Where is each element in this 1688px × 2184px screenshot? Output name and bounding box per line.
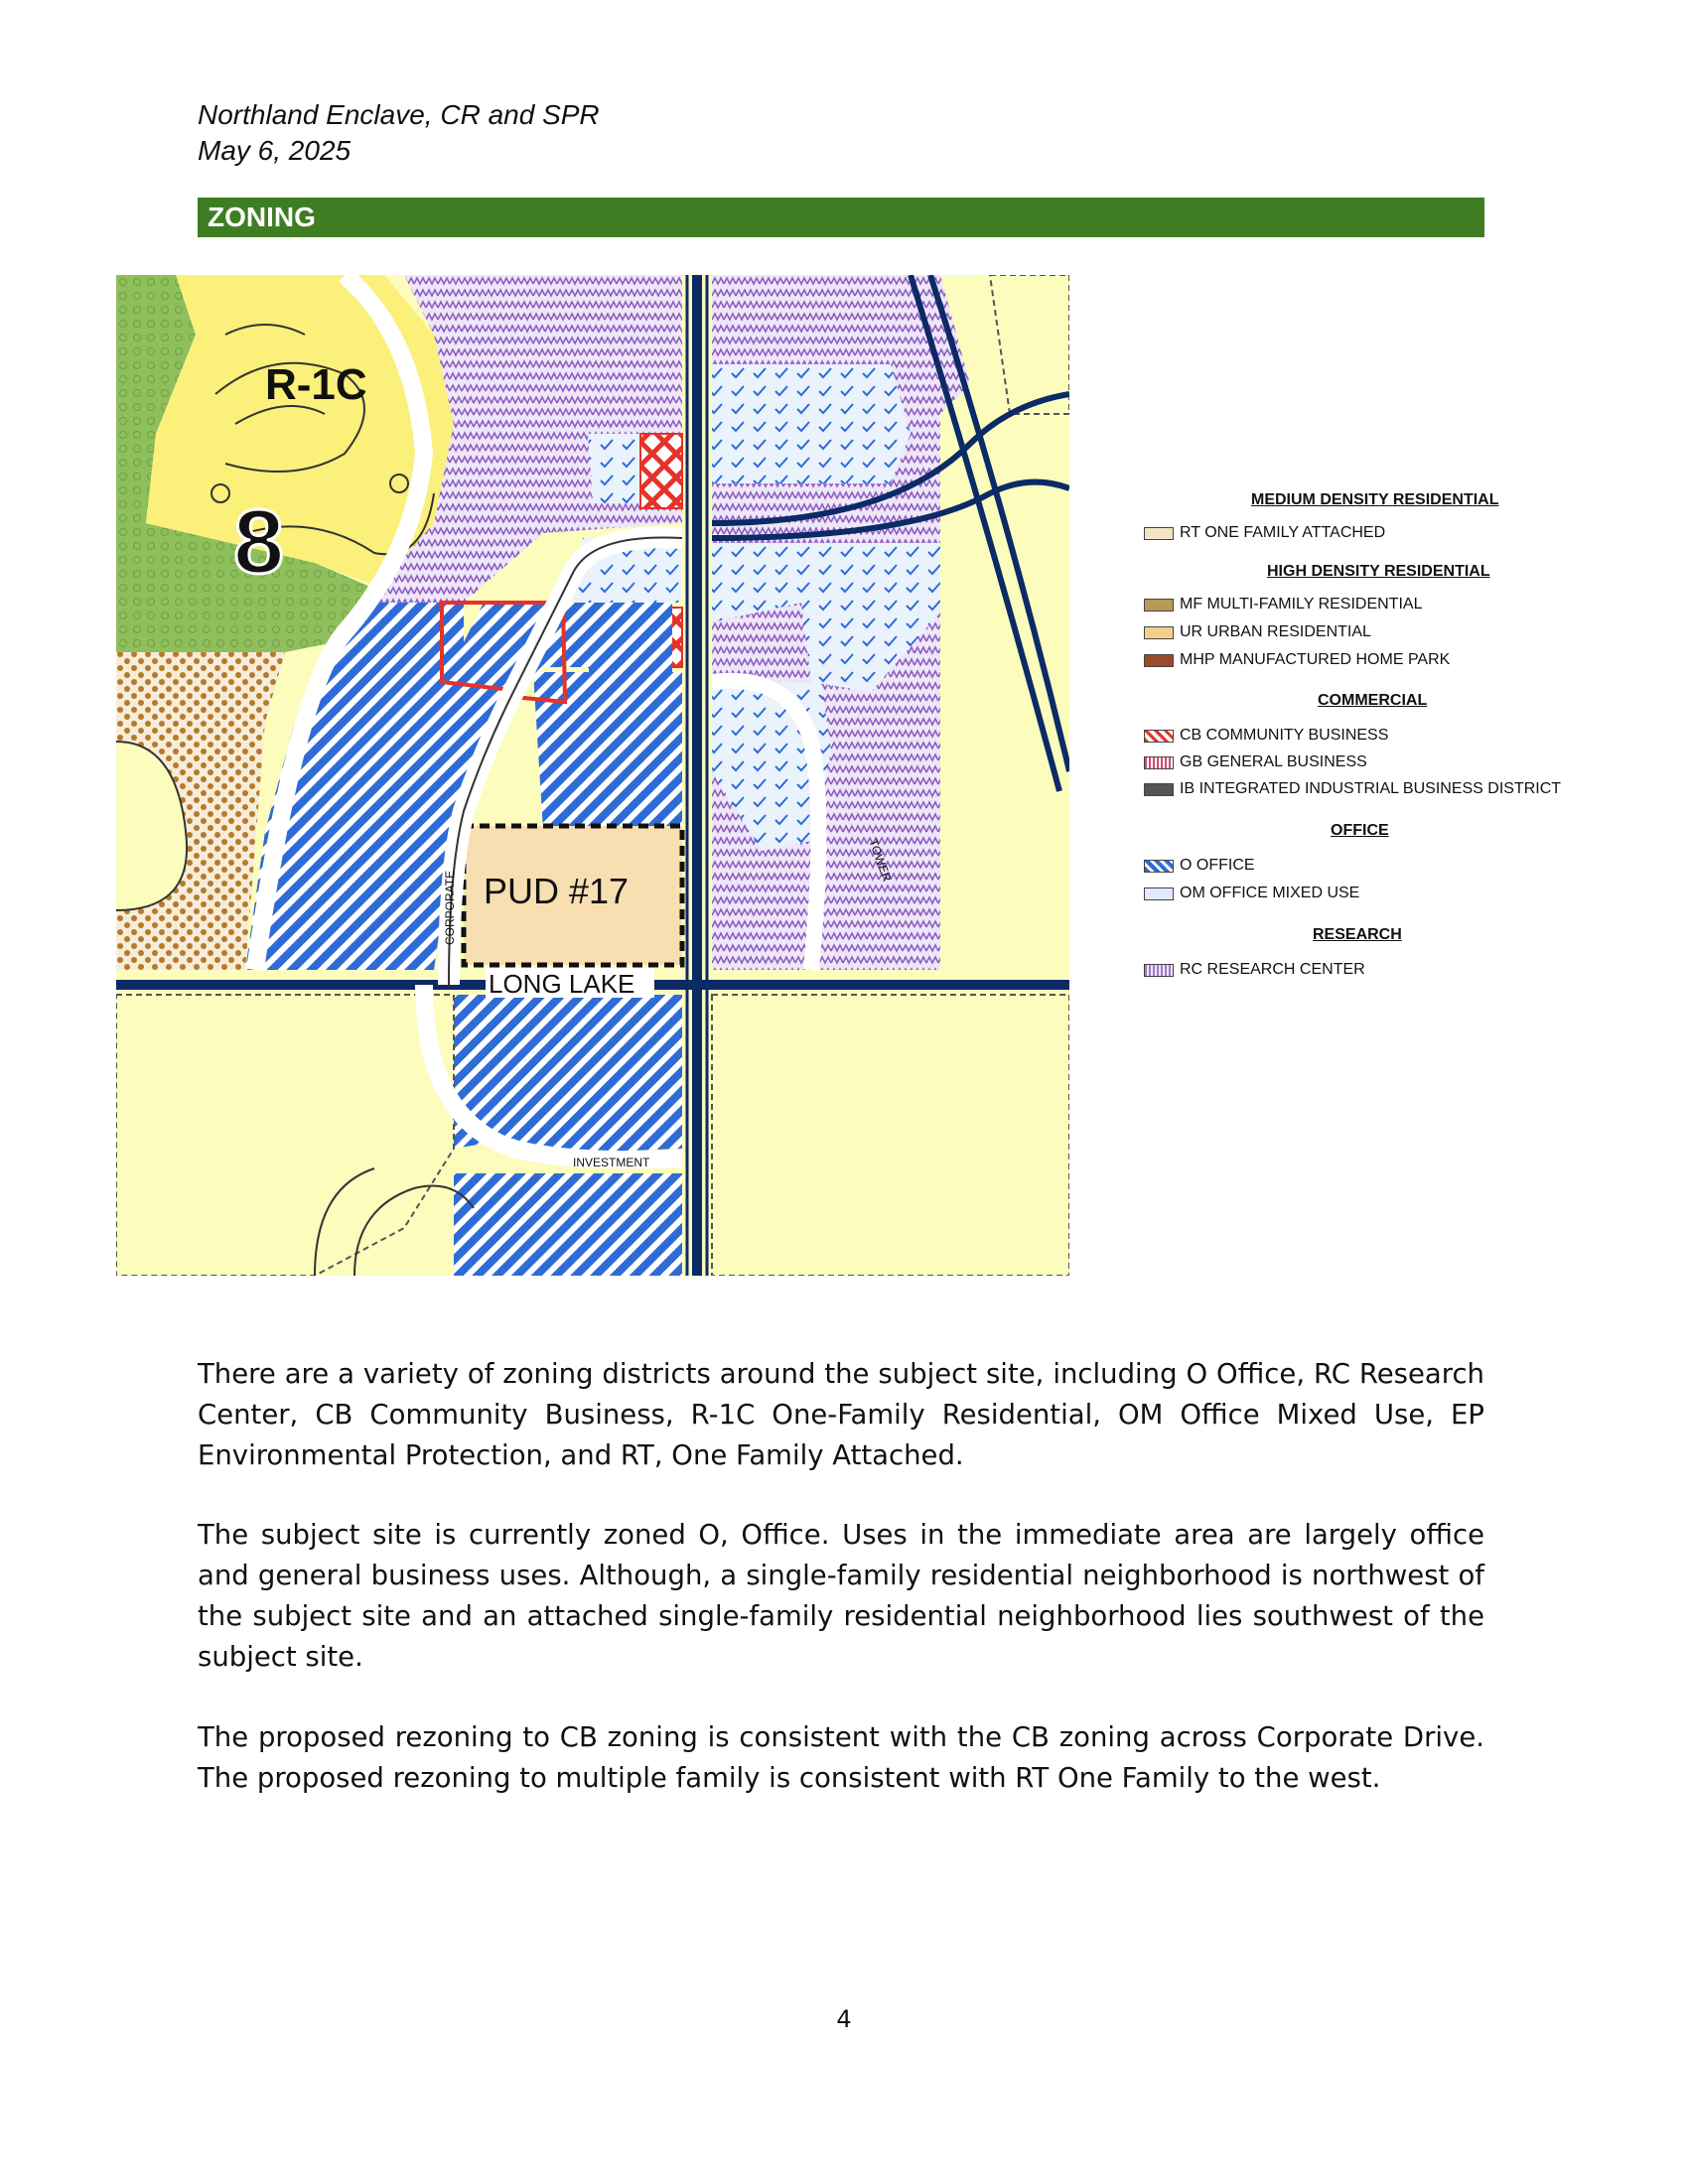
cb-swatch-icon <box>1144 730 1174 743</box>
rt-swatch-icon <box>1144 527 1174 540</box>
legend-item-gb <box>1144 753 1367 771</box>
zoning-map <box>116 275 1069 1276</box>
legend-item-om <box>1144 885 1359 902</box>
header-project-name: Northland Enclave, CR and SPR <box>198 99 600 130</box>
legend-label-ib: IB INTEGRATED INDUSTRIAL BUSINESS DISTRICT <box>1180 780 1562 797</box>
legend-item-mf <box>1144 596 1422 614</box>
legend-item-rc <box>1144 961 1365 979</box>
legend-item-cb <box>1144 727 1388 745</box>
legend-heading-high-density: HIGH DENSITY RESIDENTIAL <box>1267 563 1490 580</box>
paragraph-current-zoning: The subject site is currently zoned O, Office. Uses in the immediate area are largely office and general business uses. Although, a single-family residential neighborhood is northwest of the subject site and an attached single-family residential neighborhood lies southwest of the subject site. <box>198 1519 1484 1673</box>
ur-swatch-icon <box>1144 626 1174 639</box>
legend-label-rt: RT ONE FAMILY ATTACHED <box>1180 524 1386 541</box>
legend-heading-medium-density: MEDIUM DENSITY RESIDENTIAL <box>1251 491 1499 508</box>
section-title-zoning: ZONING <box>198 198 1484 237</box>
legend-item-rt <box>1144 524 1385 542</box>
ib-swatch-icon <box>1144 783 1174 796</box>
map-label-corporate: CORPORATE <box>443 870 457 945</box>
mhp-swatch-icon <box>1144 654 1174 667</box>
legend-label-gb: GB GENERAL BUSINESS <box>1180 753 1367 770</box>
legend-heading-commercial: COMMERCIAL <box>1318 692 1428 709</box>
rc-swatch-icon <box>1144 964 1174 977</box>
legend-heading-research: RESEARCH <box>1313 926 1402 943</box>
legend-label-cb: CB COMMUNITY BUSINESS <box>1180 727 1389 744</box>
header-date: May 6, 2025 <box>198 135 352 166</box>
legend-label-om: OM OFFICE MIXED USE <box>1180 885 1360 901</box>
map-label-long-lake: LONG LAKE <box>489 969 635 999</box>
o-swatch-icon <box>1144 860 1174 873</box>
legend-item-ib <box>1144 780 1561 798</box>
map-label-r1c: R-1C <box>265 360 367 409</box>
paragraph-zoning-districts: There are a variety of zoning districts around the subject site, including O Office, RC Research Center, CB Community Business, R-1C One-Family Residential, OM Office Mixed Use, EP Environmental Protection, and RT, One Family Attached. <box>198 1358 1484 1471</box>
paragraph-proposed-rezoning: The proposed rezoning to CB zoning is consistent with the CB zoning across Corporate Drive. The proposed rezoning to multiple family is consistent with RT One Family to the west. <box>198 1721 1484 1794</box>
map-label-tower: TOWER <box>866 837 895 884</box>
legend-item-o <box>1144 857 1255 875</box>
legend-label-ur: UR URBAN RESIDENTIAL <box>1180 623 1371 640</box>
legend-item-mhp <box>1144 651 1450 669</box>
map-label-district-8: 8 <box>233 491 285 593</box>
legend-label-mhp: MHP MANUFACTURED HOME PARK <box>1180 651 1451 668</box>
mf-swatch-icon <box>1144 599 1174 612</box>
map-label-pud-17: PUD #17 <box>484 871 630 911</box>
legend-heading-office: OFFICE <box>1331 822 1389 839</box>
map-label-investment: INVESTMENT <box>573 1156 650 1169</box>
legend-label-o: O OFFICE <box>1180 857 1255 874</box>
gb-swatch-icon <box>1144 756 1174 769</box>
legend-item-ur <box>1144 623 1371 641</box>
om-swatch-icon <box>1144 887 1174 900</box>
page-number: 4 <box>836 2005 852 2033</box>
legend-label-mf: MF MULTI-FAMILY RESIDENTIAL <box>1180 596 1423 613</box>
legend-label-rc: RC RESEARCH CENTER <box>1180 961 1365 978</box>
